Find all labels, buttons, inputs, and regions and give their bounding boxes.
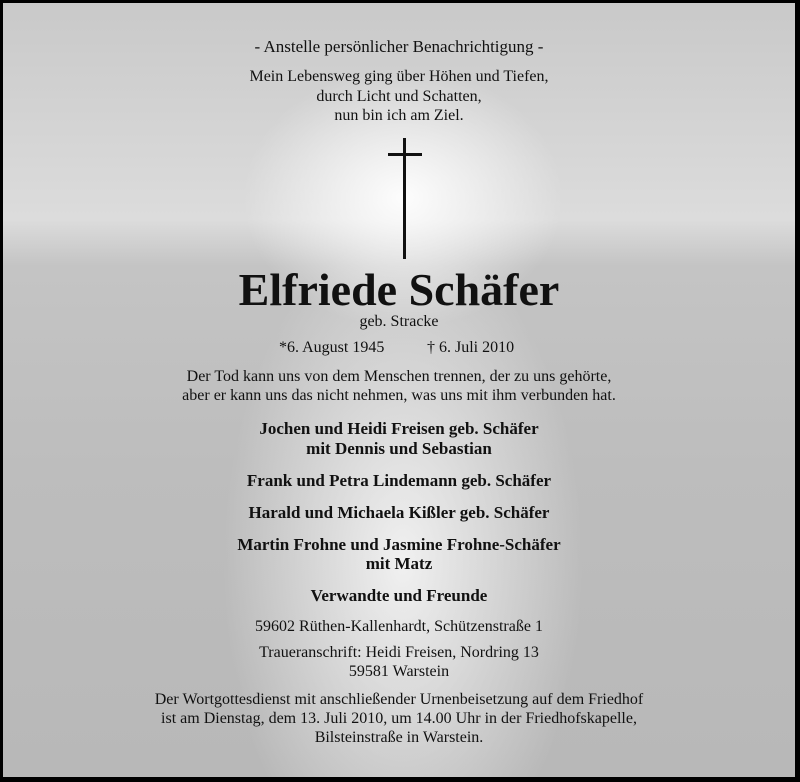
mourner-line: Harald und Michaela Kißler geb. Schäfer	[248, 503, 550, 522]
birth-date: *6. August 1945	[279, 339, 385, 356]
home-address: 59602 Rüthen-Kallenhardt, Schützenstraße 1	[255, 618, 543, 635]
poem-line: Mein Lebensweg ging über Höhen und Tiefen,	[249, 68, 549, 85]
service-line: Bilsteinstraße in Warstein.	[314, 729, 484, 746]
service-line: ist am Dienstag, dem 13. Juli 2010, um 14.00 Uhr in der Friedhofskapelle,	[161, 710, 637, 727]
quote-line: aber er kann uns das nicht nehmen, was uns mit ihm verbunden hat.	[182, 387, 616, 404]
mourner-line: Frank und Petra Lindemann geb. Schäfer	[246, 471, 552, 490]
mourning-address-line: 59581 Warstein	[348, 663, 450, 680]
mourner-line: mit Dennis und Sebastian	[306, 439, 492, 458]
quote-line: Der Tod kann uns von dem Menschen trennen, der zu uns gehörte,	[186, 368, 612, 385]
poem-line: nun bin ich am Ziel.	[334, 107, 464, 124]
poem-line: durch Licht und Schatten,	[316, 88, 482, 105]
death-notice	[3, 3, 795, 777]
mourner-line: mit Matz	[365, 554, 433, 573]
mourner-line: Martin Frohne und Jasmine Frohne-Schäfer	[237, 535, 561, 554]
maiden-name: geb. Stracke	[359, 313, 439, 330]
service-line: Der Wortgottesdienst mit anschließender Urnenbeisetzung auf dem Friedhof	[154, 691, 644, 708]
death-date: † 6. Juli 2010	[427, 339, 515, 356]
mourning-address-line: Traueranschrift: Heidi Freisen, Nordring 13	[259, 644, 539, 661]
mourner-line: Jochen und Heidi Freisen geb. Schäfer	[259, 419, 539, 438]
deceased-name: Elfriede Schäfer	[238, 264, 560, 315]
mourner-line: Verwandte und Freunde	[310, 586, 488, 605]
header-line: - Anstelle persönlicher Benachrichtigung -	[254, 37, 544, 56]
